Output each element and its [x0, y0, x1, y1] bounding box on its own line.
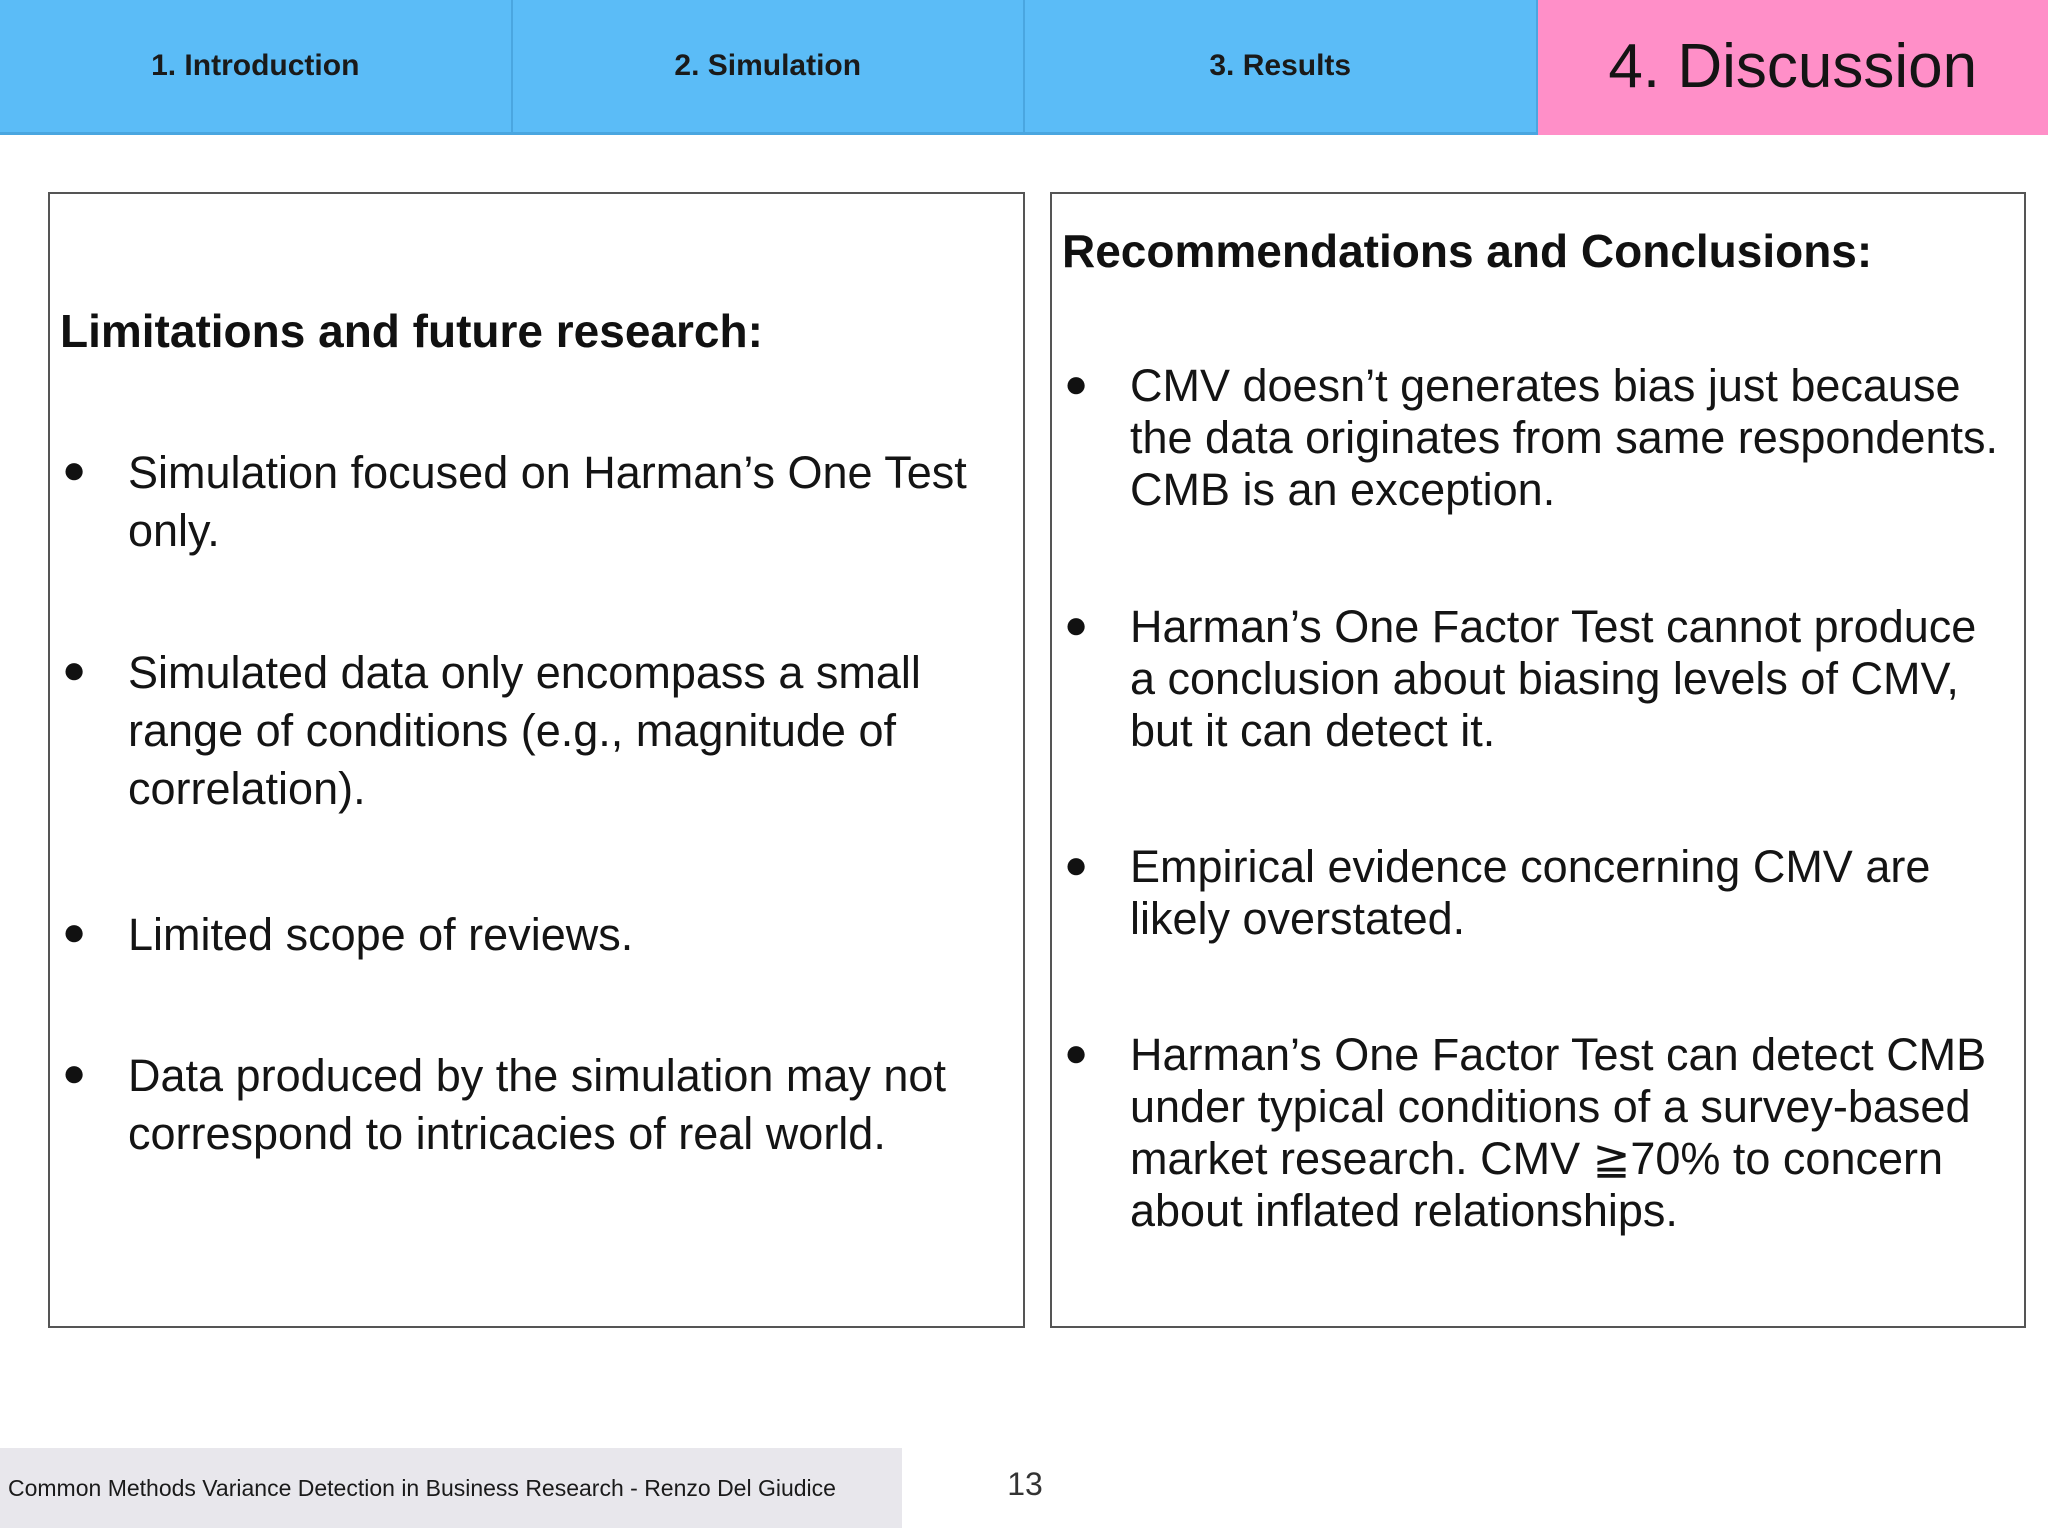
tab-discussion[interactable]: 4. Discussion — [1538, 0, 2048, 135]
list-item-text: Simulated data only encompass a small range of conditions (e.g., magnitude of correlation). — [128, 647, 921, 814]
bullet-icon: ● — [62, 910, 87, 954]
page-number: 13 — [1007, 1466, 1043, 1502]
bullet-icon: ● — [62, 448, 87, 492]
list-item-text: Simulation focused on Harman’s One Test only. — [128, 447, 967, 556]
bullet-icon: ● — [62, 648, 87, 692]
list-item-text: Harman’s One Factor Test can detect CMB under typical conditions of a survey-based market research. CMV ≧70% to concern about inflated relationships. — [1130, 1029, 1987, 1236]
list-item-text: Limited scope of reviews. — [128, 909, 634, 960]
bullet-icon: ● — [1064, 603, 1089, 647]
list-item-text: Harman’s One Factor Test cannot produce a conclusion about biasing levels of CMV, but it can detect it. — [1130, 601, 1977, 756]
list-item-text: CMV doesn’t generates bias just because the data originates from same respondents. CMB is an exception. — [1130, 360, 1998, 515]
list-item-text: Data produced by the simulation may not correspond to intricacies of real world. — [128, 1050, 946, 1159]
limitations-heading: Limitations and future research: — [60, 305, 763, 357]
section-tabs — [0, 0, 2048, 135]
conclusions-heading: Recommendations and Conclusions: — [1062, 225, 1873, 277]
footer-caption: Common Methods Variance Detection in Business Research - Renzo Del Giudice — [0, 1448, 902, 1528]
bullet-icon: ● — [1064, 1031, 1089, 1075]
tab-simulation[interactable]: 2. Simulation — [513, 0, 1026, 135]
bullet-icon: ● — [1064, 843, 1089, 887]
limitations-panel — [48, 192, 1025, 1328]
tab-introduction[interactable]: 1. Introduction — [0, 0, 513, 135]
list-item-text: Empirical evidence concerning CMV are likely overstated. — [1130, 841, 1931, 944]
conclusions-panel — [1050, 192, 2026, 1328]
tab-results[interactable]: 3. Results — [1025, 0, 1538, 135]
bullet-icon: ● — [62, 1051, 87, 1095]
bullet-icon: ● — [1064, 362, 1089, 406]
